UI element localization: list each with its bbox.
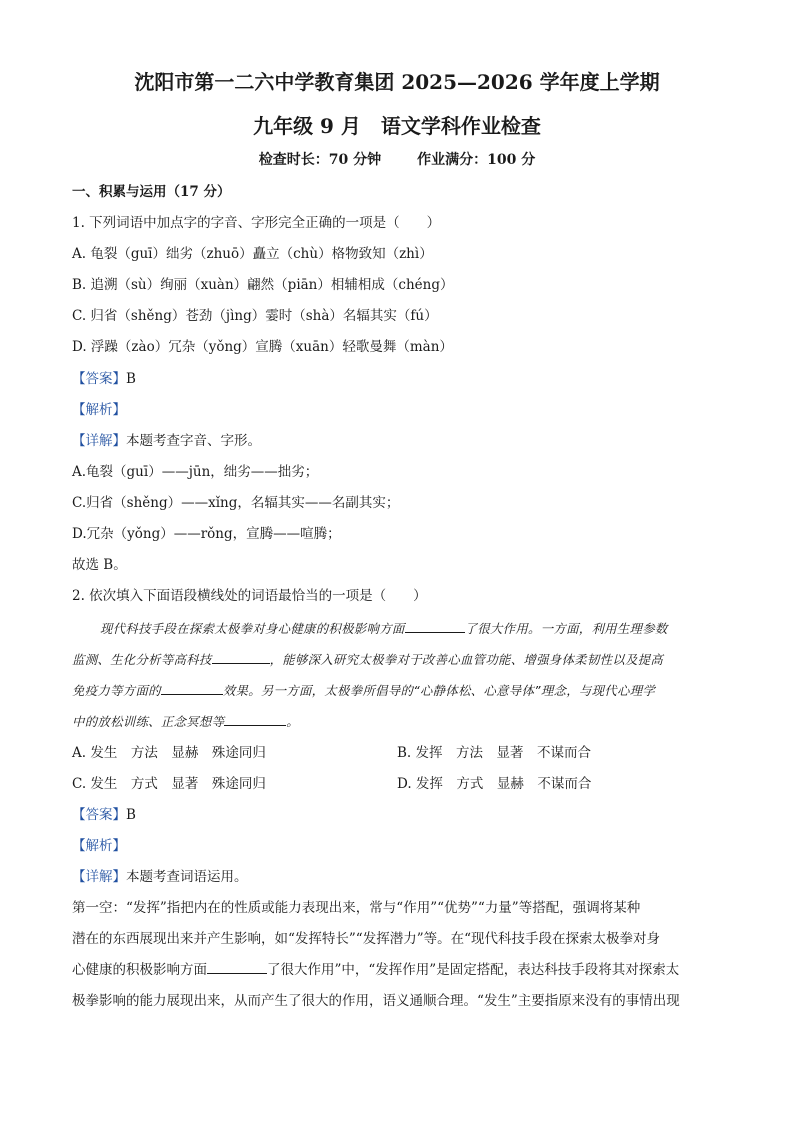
answer-tag: 【答案】	[72, 807, 126, 823]
fill-blank	[224, 713, 286, 726]
full-score: 作业满分：100 分	[417, 152, 536, 168]
q1-option-b: B. 追溯（sù）绚丽（xuàn）翩然（piān）相辅相成（chéng）	[72, 277, 454, 293]
fill-blank	[405, 620, 465, 633]
answer-tag: 【答案】	[72, 371, 126, 387]
q2-explanation-line: 心健康的积极影响方面 了很大作用”中，“发挥作用”是固定搭配，表达科技手段将其对探索太	[72, 962, 680, 978]
q2-option-c: C. 发生 方式 显著 殊途同归	[72, 776, 266, 792]
q2-explanation-line: 潜在的东西展现出来并产生影响，如“发挥特长”“发挥潜力”等。在“现代科技手段在探索太极拳对身	[72, 931, 661, 947]
document-subtitle: 九年级 9 月 语文学科作业检查	[253, 114, 541, 138]
q2-explanation-line: 极拳影响的能力展现出来，从而产生了很大的作用，语义通顺合理。“发生”主要指原来没有的事情出现	[72, 993, 680, 1009]
q2-passage-line: 免疫力等方面的 效果。另一方面，太极拳所倡导的“心静体松、心意导体”理念，与现代心理学	[72, 683, 656, 698]
q2-explanation-line: 第一空：“发挥”指把内在的性质或能力表现出来，常与“作用”“优势”“力量”等搭配，强调将某种	[72, 900, 641, 916]
q2-passage-line: 监测、生化分析等高科技 ，能够深入研究太极拳对于改善心血管功能、增强身体柔韧性以及提高	[72, 652, 664, 667]
detail-tag: 【详解】	[72, 433, 126, 449]
detail-text: 本题考查词语运用。	[126, 869, 248, 885]
q1-analysis-tag: 【解析】	[72, 402, 126, 418]
q2-passage-line: 中的放松训练、正念冥想等 。	[72, 714, 299, 729]
q1-option-c: C. 归省（shěng）苍劲（jìng）霎时（shà）名辐其实（fú）	[72, 308, 438, 324]
q2-answer	[72, 806, 136, 824]
section-heading: 一、积累与运用（17 分）	[72, 184, 231, 200]
fill-blank	[161, 682, 223, 695]
q1-option-d: D. 浮躁（zào）冗杂（yǒng）宣腾（xuān）轻歌曼舞（màn）	[72, 339, 453, 355]
document-title: 沈阳市第一二六中学教育集团 2025—2026 学年度上学期	[134, 70, 660, 94]
q2-analysis-tag: 【解析】	[72, 838, 126, 854]
q1-option-a: A. 龟裂（guī）绌劣（zhuō）矗立（chù）格物致知（zhì）	[72, 246, 433, 262]
q2-passage-line: 现代科技手段在探索太极拳对身心健康的积极影响方面 了很大作用。一方面，利用生理参数	[100, 621, 668, 636]
answer-value: B	[126, 807, 136, 823]
q1-answer	[72, 370, 136, 388]
q2-stem: 2. 依次填入下面语段横线处的词语最恰当的一项是（ ）	[72, 588, 427, 604]
fill-blank	[212, 651, 270, 664]
q2-option-b: B. 发挥 方法 显著 不谋而合	[397, 745, 592, 761]
q1-detail-line: C.归省（shěng）——xǐng，名辐其实——名副其实；	[72, 495, 400, 511]
q1-detail-line: D.冗杂（yǒng）——rǒng，宣腾——喧腾；	[72, 526, 341, 542]
q1-conclusion: 故选 B。	[72, 557, 127, 573]
answer-value: B	[126, 371, 136, 387]
q2-option-a: A. 发生 方法 显赫 殊途同归	[72, 745, 266, 761]
q2-detail	[72, 868, 248, 886]
detail-tag: 【详解】	[72, 869, 126, 885]
q1-detail-line: A.龟裂（guī）——jūn，绌劣——拙劣；	[72, 464, 319, 480]
q2-option-d: D. 发挥 方式 显赫 不谋而合	[397, 776, 592, 792]
detail-text: 本题考查字音、字形。	[126, 433, 261, 449]
fill-blank	[207, 961, 267, 974]
time-limit: 检查时长：70 分钟	[258, 152, 382, 168]
q1-stem: 1. 下列词语中加点字的字音、字形完全正确的一项是（ ）	[72, 215, 441, 231]
exam-info	[0, 150, 794, 170]
q1-detail	[72, 432, 261, 450]
